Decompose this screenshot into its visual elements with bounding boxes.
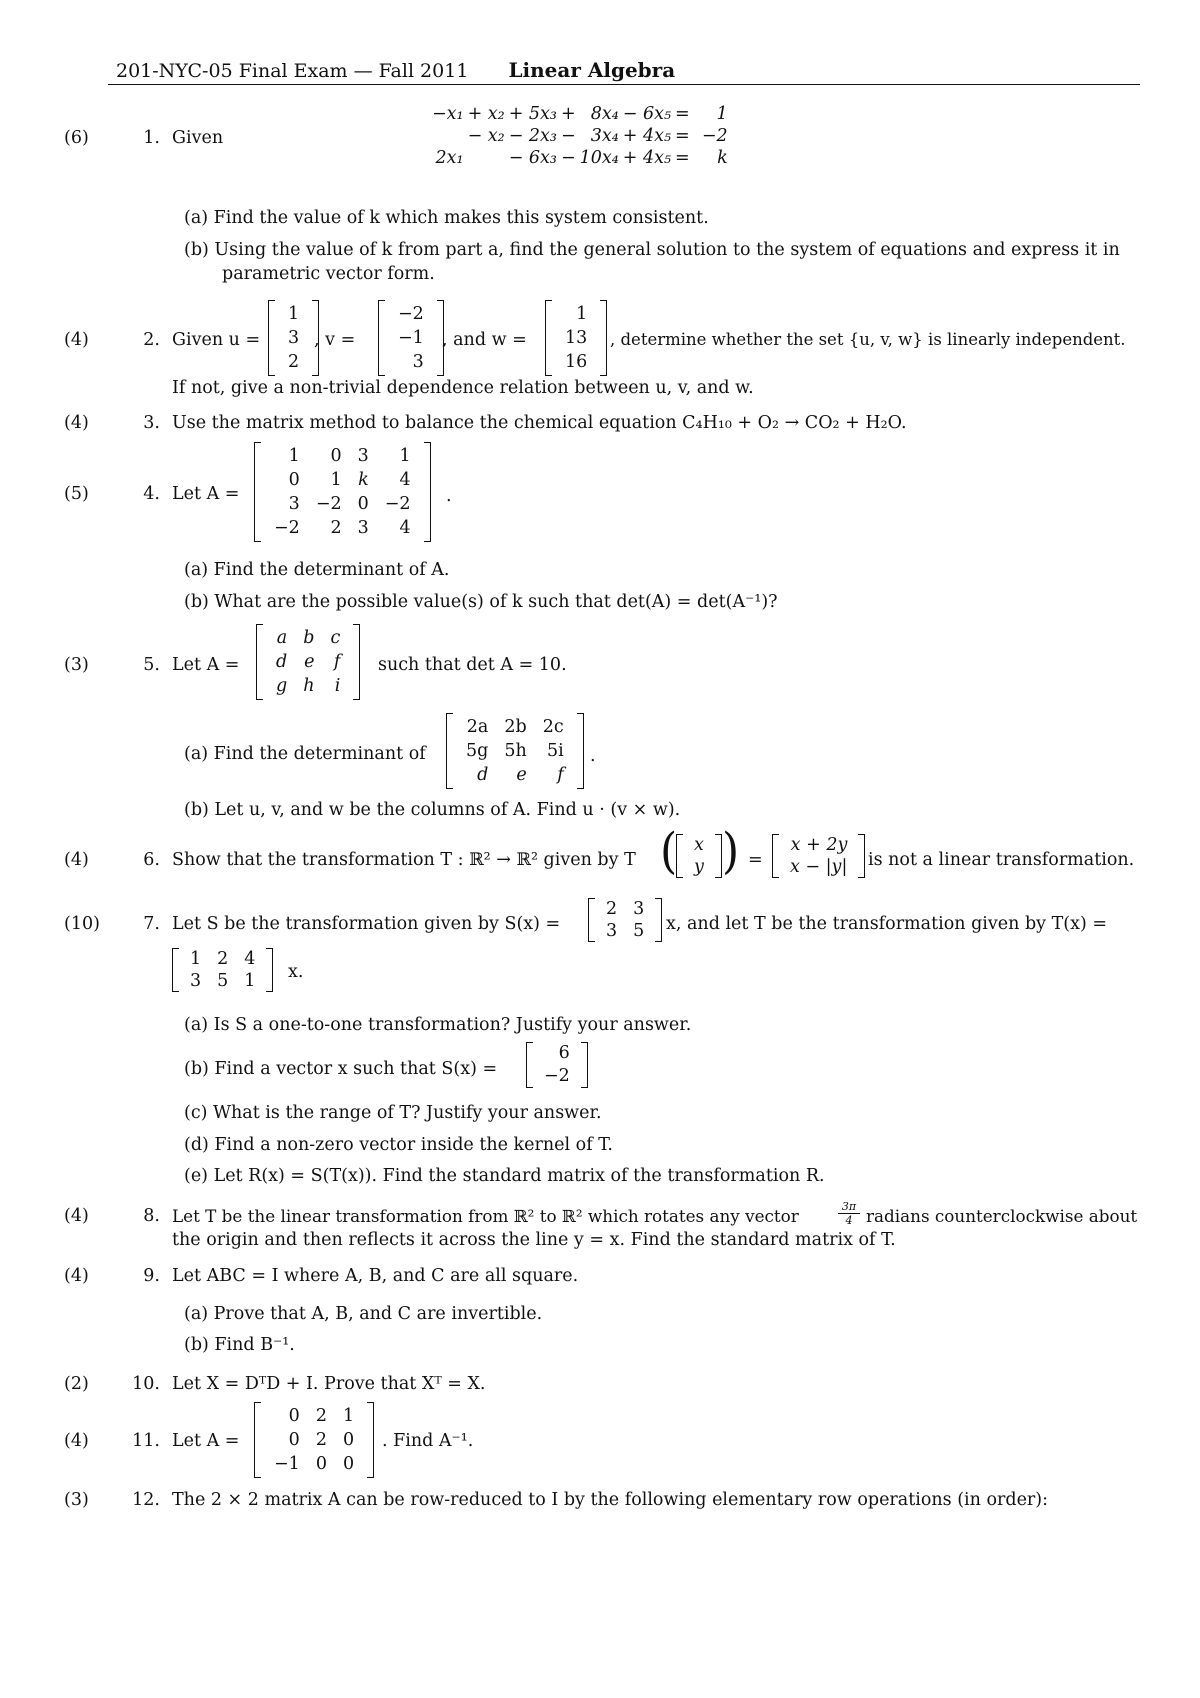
q12-points: (3) bbox=[64, 1490, 89, 1510]
right-paren: ) bbox=[722, 823, 740, 880]
q1-eq-row: 2x₁ − 6x₃ − 10x₄ + 4x₅ = k bbox=[435, 148, 728, 168]
q4-part-b: (b) What are the possible value(s) of k such that det(A) = det(A⁻¹)? bbox=[184, 592, 778, 612]
vector-u: 1 3 2 bbox=[268, 300, 319, 376]
q6-equals: = bbox=[748, 850, 763, 870]
q9-part-b: (b) Find B⁻¹. bbox=[184, 1335, 295, 1355]
vector-w: 1 13 16 bbox=[545, 300, 607, 376]
q11-tail: . Find A⁻¹. bbox=[382, 1431, 474, 1451]
q6-number: 6. bbox=[143, 850, 160, 870]
q5-part-a-lead: (a) Find the determinant of bbox=[184, 744, 426, 764]
q5-lead: Let A = bbox=[172, 655, 240, 675]
q4-number: 4. bbox=[143, 484, 160, 504]
q4-part-a: (a) Find the determinant of A. bbox=[184, 560, 450, 580]
matrix-s: 2 3 3 5 bbox=[588, 898, 662, 942]
matrix-q5-part-a: 2a 2b 2c 5g 5h 5i d e f bbox=[446, 713, 584, 789]
q1-points: (6) bbox=[64, 128, 89, 148]
q8-line2: the origin and then reflects it across the line y = x. Find the standard matrix of T. bbox=[172, 1230, 896, 1250]
q2-v-label: , v = bbox=[314, 330, 356, 350]
q7-part-c: (c) What is the range of T? Justify your answer. bbox=[184, 1103, 602, 1123]
q1-number: 1. bbox=[143, 128, 160, 148]
q4-tail: . bbox=[446, 486, 452, 506]
q7-part-b-vector: 6 −2 bbox=[526, 1042, 588, 1088]
q7-mid: x, and let T be the transformation given by T(x) = bbox=[666, 914, 1108, 934]
q9-text: Let ABC = I where A, B, and C are all square. bbox=[172, 1266, 579, 1286]
q3-number: 3. bbox=[143, 413, 160, 433]
q1-part-b: (b) Using the value of k from part a, find the general solution to the system of equations and express it in parametric vector form. bbox=[184, 240, 1120, 284]
q1-lead: Given bbox=[172, 128, 224, 148]
q7-part-e: (e) Let R(x) = S(T(x)). Find the standard matrix of the transformation R. bbox=[184, 1166, 825, 1186]
q2-tail: , determine whether the set {u, v, w} is linearly independent. bbox=[610, 330, 1126, 349]
q7-part-a: (a) Is S a one-to-one transformation? Justify your answer. bbox=[184, 1015, 692, 1035]
q10-text: Let X = DᵀD + I. Prove that Xᵀ = X. bbox=[172, 1374, 486, 1394]
header-rule bbox=[108, 84, 1140, 85]
q7-number: 7. bbox=[143, 914, 160, 934]
matrix-a-q5: a b c d e f g h i bbox=[256, 624, 360, 700]
matrix-a-q11: 0 2 1 0 2 0 −1 0 0 bbox=[254, 1402, 374, 1478]
q8-line1-a: Let T be the linear transformation from ℝ² to ℝ² which rotates any vector bbox=[172, 1206, 799, 1226]
q6-tail: is not a linear transformation. bbox=[868, 850, 1135, 870]
q7-lead: Let S be the transformation given by S(x) = bbox=[172, 914, 561, 934]
q11-number: 11. bbox=[132, 1431, 160, 1451]
q3-points: (4) bbox=[64, 413, 89, 433]
q2-line2: If not, give a non-trivial dependence relation between u, v, and w. bbox=[172, 378, 754, 398]
q5-tail: such that det A = 10. bbox=[378, 655, 567, 675]
q6-output-vector: x + 2y x − |y| bbox=[772, 834, 865, 878]
matrix-a-q4: 1 0 3 1 0 1 k 4 3 −2 0 −2 −2 2 3 4 bbox=[254, 442, 431, 542]
q7-part-b-lead: (b) Find a vector x such that S(x) = bbox=[184, 1059, 498, 1079]
q4-points: (5) bbox=[64, 484, 89, 504]
q2-points: (4) bbox=[64, 330, 89, 350]
q10-number: 10. bbox=[132, 1374, 160, 1394]
subject-title: Linear Algebra bbox=[508, 58, 676, 82]
q9-part-a: (a) Prove that A, B, and C are invertible. bbox=[184, 1304, 543, 1324]
exam-header bbox=[116, 58, 675, 82]
q4-lead: Let A = bbox=[172, 484, 240, 504]
q1-eq-row: −x₁ + x₂ + 5x₃ + 8x₄ − 6x₅ = 1 bbox=[432, 104, 728, 124]
q1-part-a: (a) Find the value of k which makes this system consistent. bbox=[184, 208, 709, 228]
q5-points: (3) bbox=[64, 655, 89, 675]
q12-number: 12. bbox=[132, 1490, 160, 1510]
q6-input-vector: x y bbox=[676, 834, 722, 878]
matrix-t: 1 2 4 3 5 1 bbox=[172, 948, 273, 992]
q7-points: (10) bbox=[64, 914, 100, 934]
q2-w-label: , and w = bbox=[442, 330, 527, 350]
q8-number: 8. bbox=[143, 1206, 160, 1226]
q5-part-b: (b) Let u, v, and w be the columns of A. Find u · (v × w). bbox=[184, 800, 681, 820]
q11-points: (4) bbox=[64, 1431, 89, 1451]
course-title: 201-NYC-05 Final Exam — Fall 2011 bbox=[116, 60, 469, 82]
q6-lead: Show that the transformation T : ℝ² → ℝ² given by T bbox=[172, 850, 636, 870]
q9-points: (4) bbox=[64, 1266, 89, 1286]
q2-number: 2. bbox=[143, 330, 160, 350]
q1-equation-system bbox=[430, 103, 730, 169]
vector-v: −2 −1 3 bbox=[378, 300, 444, 376]
fraction-3pi-over-4: 3π 4 bbox=[838, 1200, 860, 1227]
q7-t-tail: x. bbox=[288, 962, 304, 982]
q9-number: 9. bbox=[143, 1266, 160, 1286]
q11-lead: Let A = bbox=[172, 1431, 240, 1451]
q5-part-a-tail: . bbox=[590, 746, 596, 766]
q10-points: (2) bbox=[64, 1374, 89, 1394]
q8-line1-b: radians counterclockwise about bbox=[866, 1206, 1138, 1226]
q2-lead: Given u = bbox=[172, 330, 261, 350]
q12-text: The 2 × 2 matrix A can be row-reduced to I by the following elementary row operations (in order): bbox=[172, 1490, 1049, 1510]
q5-number: 5. bbox=[143, 655, 160, 675]
q1-eq-row: − x₂ − 2x₃ − 3x₄ + 4x₅ = −2 bbox=[467, 126, 728, 146]
q8-points: (4) bbox=[64, 1206, 89, 1226]
q3-text: Use the matrix method to balance the chemical equation C₄H₁₀ + O₂ → CO₂ + H₂O. bbox=[172, 413, 907, 433]
left-paren: ( bbox=[660, 823, 678, 880]
q6-points: (4) bbox=[64, 850, 89, 870]
q7-part-d: (d) Find a non-zero vector inside the kernel of T. bbox=[184, 1135, 613, 1155]
